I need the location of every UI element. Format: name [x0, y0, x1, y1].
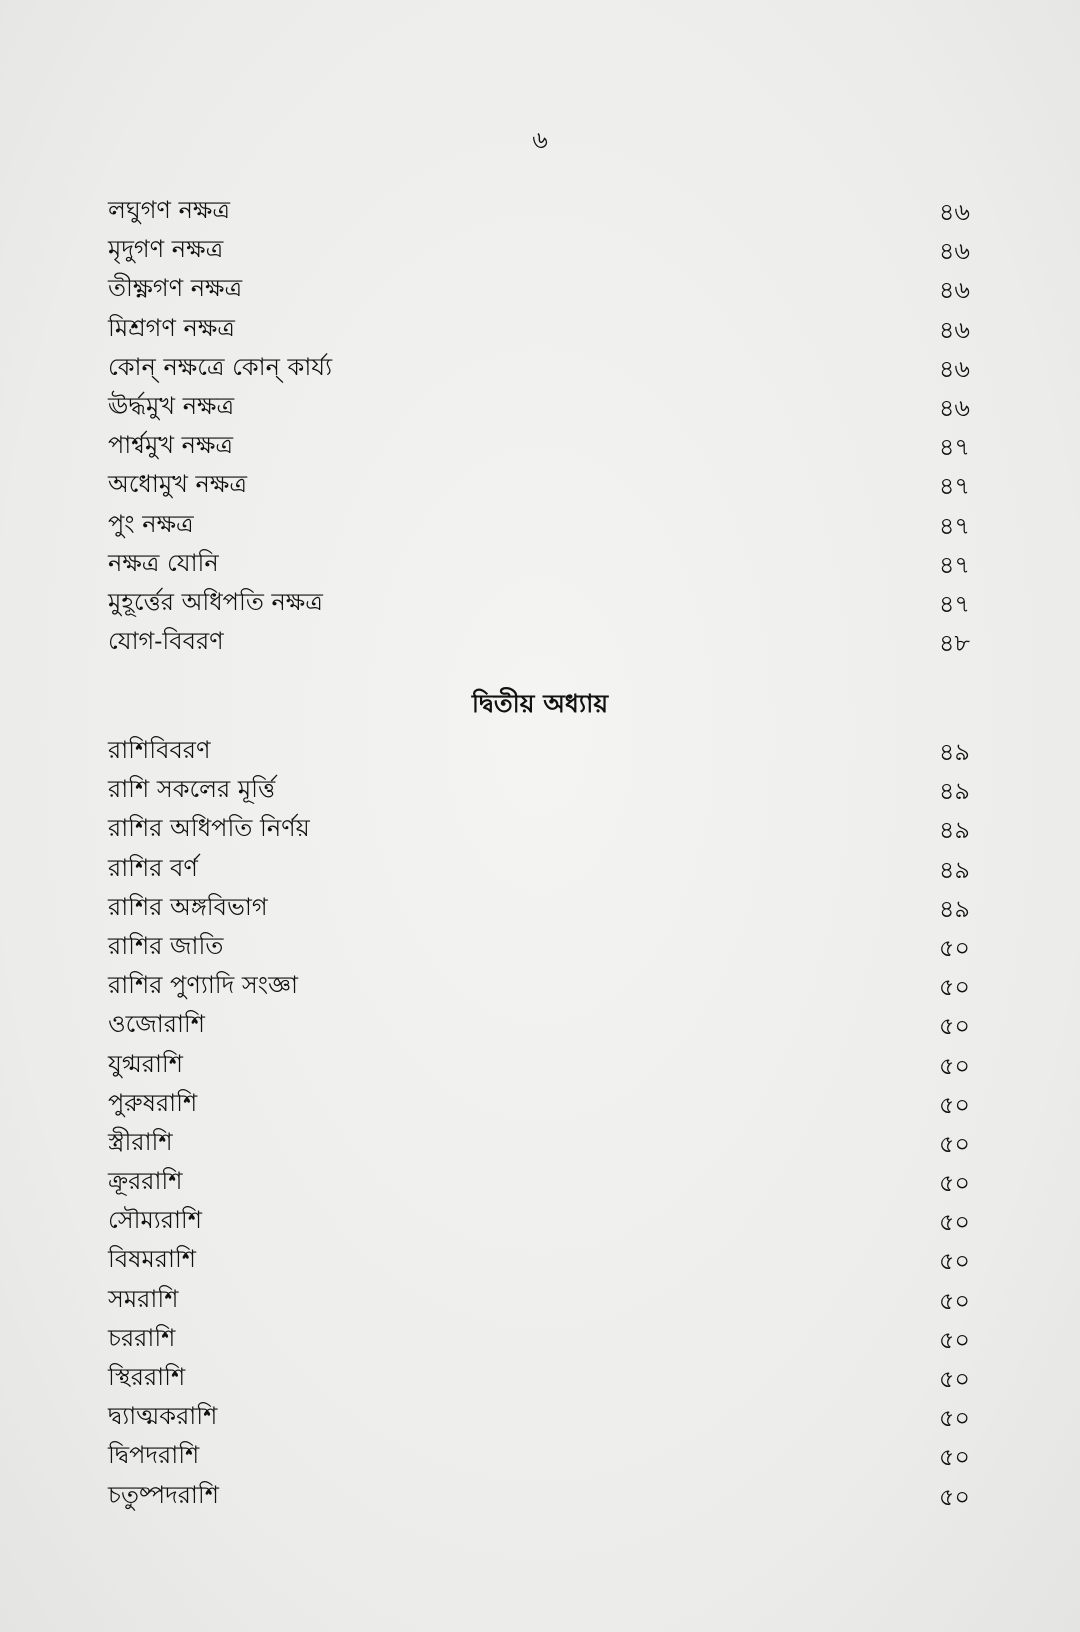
toc-row [108, 928, 970, 967]
toc-entry-page: ৪৭ [938, 589, 970, 618]
toc-row [108, 1085, 970, 1124]
toc-row [108, 889, 970, 928]
toc-entry-title: রাশি সকলের মূর্ত্তি [108, 775, 276, 804]
toc-entry-page: ৪৯ [938, 855, 970, 884]
toc-entry-title: স্ত্রীরাশি [108, 1127, 173, 1156]
toc-entry-page: ৫০ [938, 1129, 970, 1158]
page-number: ৬ [532, 126, 548, 154]
toc-entry-title: যোগ-বিবরণ [108, 627, 224, 656]
toc-entry-page: ৪৬ [938, 354, 970, 383]
toc-entry-page: ৪৭ [938, 550, 970, 579]
toc-entry-title: চতুষ্পদরাশি [108, 1480, 219, 1509]
toc-entry-page: ৫০ [938, 1365, 970, 1393]
toc-entry-title: চররাশি [108, 1323, 176, 1352]
toc-entry-page: ৫০ [938, 933, 970, 962]
toc-entry-title: অধোমুখ নক্ষত্র [108, 470, 247, 499]
toc-entry-page: ৫০ [938, 1404, 970, 1433]
toc-row [108, 1398, 970, 1437]
toc-row [108, 506, 970, 545]
toc-entry-title: ওজোরাশি [108, 1010, 205, 1039]
toc-section-1 [108, 192, 970, 662]
toc-entry-page: ৫০ [938, 1286, 970, 1315]
toc-entry-title: সৌম্যরাশি [108, 1206, 202, 1235]
toc-entry-page: ৪৯ [938, 738, 970, 766]
toc-entry-title: রাশির অঙ্গবিভাগ [108, 892, 268, 921]
toc-row [108, 771, 970, 810]
toc-entry-page: ৪৬ [938, 276, 970, 305]
toc-entry-page: ৪৭ [938, 472, 970, 501]
toc-row [108, 1320, 970, 1359]
toc-entry-page: ৫০ [938, 1012, 970, 1041]
toc-row [108, 545, 970, 584]
toc-entry-title: যুগ্মরাশি [108, 1049, 183, 1078]
toc-entry-title: স্থিররাশি [108, 1363, 186, 1391]
toc-entry-title: লঘুগণ নক্ষত্র [108, 196, 230, 224]
toc-entry-page: ৪৮ [938, 629, 970, 658]
toc-entry-page: ৫০ [938, 1051, 970, 1080]
toc-row [108, 427, 970, 466]
toc-entry-title: রাশিবিবরণ [108, 736, 211, 764]
toc-row [108, 584, 970, 623]
toc-entry-title: দ্বিপদরাশি [108, 1441, 200, 1470]
toc-row [108, 967, 970, 1006]
toc-entry-page: ৪৬ [938, 198, 970, 226]
toc-entry-title: মিশ্রগণ নক্ষত্র [108, 313, 235, 342]
toc-row [108, 1281, 970, 1320]
toc-row [108, 1163, 970, 1202]
toc-entry-title: পার্শ্বমুখ নক্ষত্র [108, 431, 234, 460]
toc-entry-page: ৪৬ [938, 393, 970, 422]
toc-row [108, 810, 970, 849]
toc-row [108, 1437, 970, 1476]
toc-row [108, 388, 970, 427]
toc-entry-title: রাশির বর্ণ [108, 853, 198, 882]
toc-row [108, 192, 970, 231]
toc-row [108, 623, 970, 662]
toc-entry-page: ৪৬ [938, 237, 970, 266]
toc-entry-title: ঊর্দ্ধমুখ নক্ষত্র [108, 391, 235, 420]
toc-row [108, 270, 970, 309]
toc-entry-page: ৫০ [938, 1090, 970, 1119]
toc-entry-title: নক্ষত্র যোনি [108, 548, 219, 577]
toc-row [108, 1124, 970, 1163]
toc-entry-title: মৃদুগণ নক্ষত্র [108, 235, 224, 264]
toc-row [108, 310, 970, 349]
toc-entry-title: রাশির পুণ্যাদি সংজ্ঞা [108, 971, 298, 1000]
toc-entry-page: ৫০ [938, 1443, 970, 1472]
toc-entry-title: সমরাশি [108, 1284, 179, 1313]
toc-entry-title: মুহূর্ত্তের অধিপতি নক্ষত্র [108, 587, 323, 616]
toc-entry-page: ৪৬ [938, 315, 970, 344]
toc-entry-title: পুরুষরাশি [108, 1088, 198, 1117]
toc-entry-title: বিষমরাশি [108, 1245, 197, 1274]
toc-entry-page: ৫০ [938, 1482, 970, 1511]
chapter-heading: দ্বিতীয় অধ্যায় [471, 689, 609, 718]
toc-row [108, 466, 970, 505]
toc-entry-title: পুং নক্ষত্র [108, 509, 194, 538]
toc-entry-page: ৪৯ [938, 816, 970, 845]
toc-entry-page: ৪৯ [938, 777, 970, 806]
toc-entry-page: ৫০ [938, 973, 970, 1002]
toc-row [108, 1006, 970, 1045]
toc-entry-page: ৫০ [938, 1208, 970, 1237]
toc-section-2 [108, 732, 970, 1516]
toc-entry-page: ৪৭ [938, 511, 970, 540]
toc-entry-page: ৫০ [938, 1169, 970, 1198]
toc-entry-title: রাশির অধিপতি নির্ণয় [108, 814, 310, 843]
toc-entry-title: রাশির জাতি [108, 931, 224, 960]
toc-entry-page: ৪৯ [938, 894, 970, 923]
toc-entry-title: দ্ব্যাত্মকরাশি [108, 1402, 218, 1431]
toc-row [108, 1359, 970, 1398]
toc-row [108, 732, 970, 771]
toc-entry-title: তীক্ষ্ণগণ নক্ষত্র [108, 274, 243, 303]
toc-row [108, 231, 970, 270]
toc-row [108, 349, 970, 388]
toc-row [108, 1046, 970, 1085]
toc-entry-page: ৫০ [938, 1325, 970, 1354]
toc-row [108, 1202, 970, 1241]
toc-row [108, 850, 970, 889]
toc-entry-page: ৪৭ [938, 433, 970, 462]
toc-row [108, 1477, 970, 1516]
toc-entry-page: ৫০ [938, 1247, 970, 1276]
toc-entry-title: ক্রূররাশি [108, 1167, 183, 1196]
toc-row [108, 1241, 970, 1280]
toc-entry-title: কোন্ নক্ষত্রে কোন্ কার্য্য [108, 352, 333, 381]
